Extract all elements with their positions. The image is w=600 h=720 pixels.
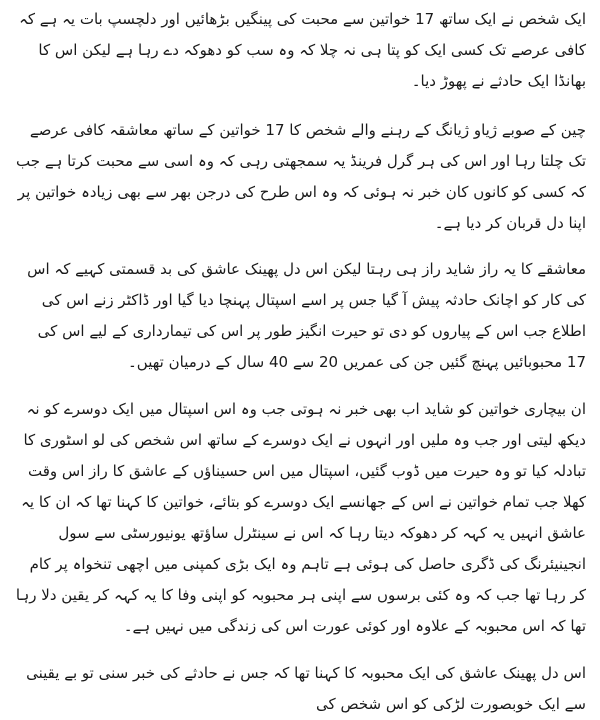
article-paragraph: ان بیچاری خواتین کو شاید اب بھی خبر نہ ہوتی جب وہ اس اسپتال میں ایک دوسرے کو نہ دیکھ لیتی اور جب وہ ملیں اور انہوں نے ایک دوسرے کے ساتھ اس شخص کی لو اسٹوری کا تبادلہ کیا تو وہ حیرت میں ڈوب گئیں، اسپتال میں اس حسیناؤں کے عاشق کا راز اس وقت کھلا جب تمام خواتین نے اس کے جھانسے ایک دوسرے کو بتائے، خواتین کا کہنا تھا کہ ان کا یہ عاشق انہیں یہ کہہ کر دھوکہ دیتا رہا کہ اس نے سینٹرل ساؤتھ یونیورسٹی سے سول انجینیئرنگ کی ڈگری حاصل کی ہوئی ہے تاہم وہ ایک بڑی کمپنی میں اچھی تنخواہ پر کام کر رہا تھا جب کہ وہ کئی برسوں سے اپنی ہر محبوبہ کو اپنی وفا کا یہ کہہ کر یقین دلا رہا تھا کہ اس محبوبہ کے علاوہ اور کوئی عورت اس کی زندگی میں نہیں ہے۔	[15, 400, 586, 635]
article-paragraph: چین کے صوبے ژیاو ژیانگ کے رہنے والے شخص کا 17 خواتین کے ساتھ معاشقہ کافی عرصے تک چلتا رہا اور اس کی ہر گرل فرینڈ یہ سمجھتی رہی کہ وہ اسی سے محبت کرتا ہے جب کہ کسی کو کانوں کان خبر نہ ہوئی کہ وہ اس طرح کی درجن بھر سے بھی زیادہ خواتین پر اپنا دل قربان کر دیا ہے۔	[16, 121, 586, 232]
article-paragraph: اس دل پھینک عاشق کی ایک محبوبہ کا کہنا تھا کہ جس نے حادثے کی خبر سنی تو بے یقینی سے ایک خوبصورت لڑکی کو اس شخص کی	[26, 664, 586, 713]
article-paragraph: معاشقے کا یہ راز شاید راز ہی رہتا لیکن اس دل پھینک عاشق کی بد قسمتی کہیے کہ اس کی کار کو اچانک حادثہ پیش آ گیا جس پر اسے اسپتال پہنچا دیا گیا اور ڈاکٹر زنے اس کی اطلاع جب اس کے پیاروں کو دی تو حیرت انگیز طور پر اس کی تیمارداری کے لیے اس کی 17 محبوبائیں پہنچ گئیں جن کی عمریں 20 سے 40 سال کے درمیان تھیں۔	[27, 260, 586, 371]
article-paragraph: ایک شخص نے ایک ساتھ 17 خواتین سے محبت کی پینگیں بڑھائیں اور دلچسپ بات یہ ہے کہ کافی عرصے تک کسی ایک کو پتا ہی نہ چلا کہ وہ سب کو دھوکہ دے رہا ہے لیکن اس کا بھانڈا ایک حادثے نے پھوڑ دیا۔	[19, 10, 586, 90]
